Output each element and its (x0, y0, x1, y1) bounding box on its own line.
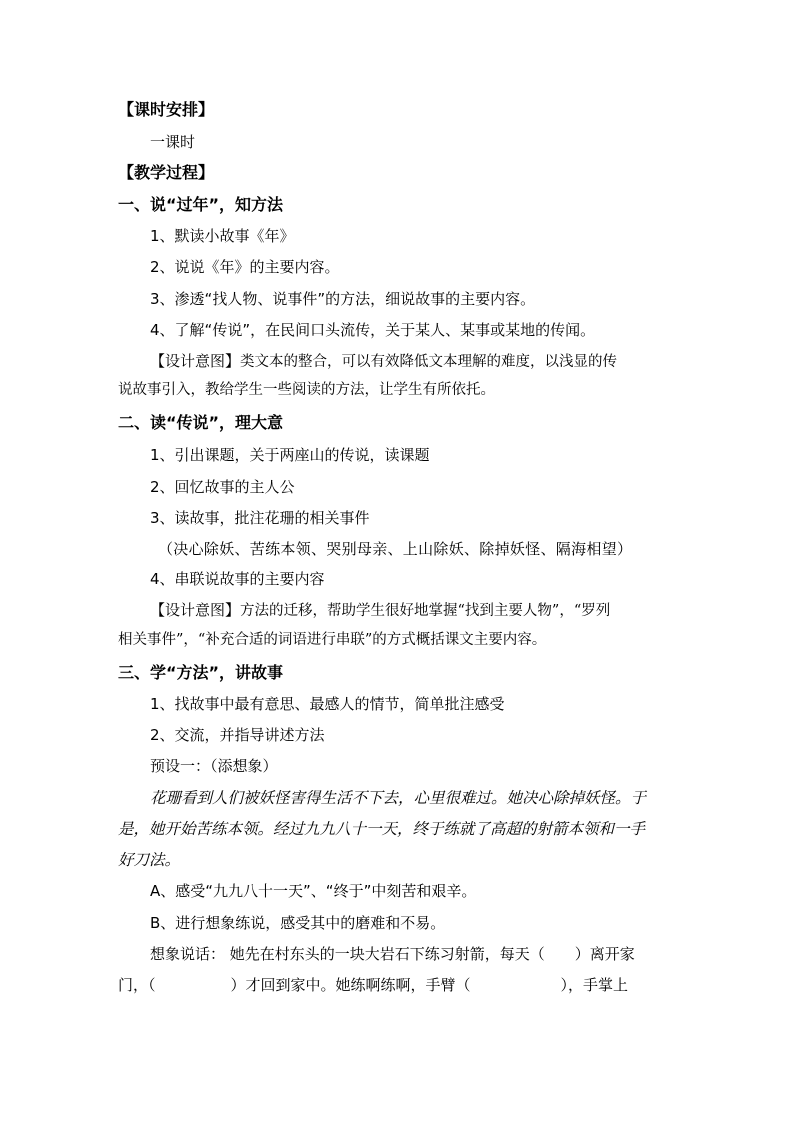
section2-item-4: 4、串联说故事的主要内容 (150, 570, 325, 588)
design-intent-text: 方法的迁移，帮助学生很好地掌握“找到主要人物”，“罗列 (240, 603, 611, 619)
section2-item-1: 1、引出课题，关于两座山的传说，读课题 (150, 446, 430, 464)
design-intent-tag: 【设计意图】 (150, 352, 241, 370)
imagine-speaking-line-2: 门，（ ）才回到家中。她练啊练啊，手臂（ ），手掌上 (118, 976, 629, 994)
section1-heading: 一、说“过年”，知方法 (118, 195, 284, 214)
section1-item-4: 4、了解“传说”，在民间口头流传，关于某人、某事或某地的传闻。 (150, 321, 596, 339)
section3-heading: 三、学“方法”，讲故事 (118, 663, 284, 682)
section3-item-2: 2、交流，并指导讲述方法 (150, 726, 325, 744)
section3-item-1: 1、找故事中最有意思、最感人的情节，简单批注感受 (150, 695, 505, 713)
section1-item-3: 3、渗透“找人物、说事件”的方法，细说故事的主要内容。 (150, 290, 536, 308)
story-excerpt-line-3: 好刀法。 (118, 851, 181, 869)
section2-item-3: 3、读故事，批注花珊的相关事件 (150, 509, 370, 527)
story-excerpt-line-2: 是，她开始苦练本领。经过九九八十一天，终于练就了高超的射箭本领和一手 (118, 820, 646, 838)
imagine-speaking-line-1: 想象说话： 她先在村东头的一块大岩石下练习射箭，每天（ ）离开家 (150, 945, 635, 963)
design-intent-tag: 【设计意图】 (150, 601, 241, 619)
section1-design-intent (150, 349, 617, 374)
section1-design-intent-cont: 说故事引入，教给学生一些阅读的方法，让学生有所依托。 (118, 382, 495, 398)
section2-event-list: （决心除妖、苦练本领、哭别母亲、上山除妖、除掉妖怪、隔海相望） (158, 540, 633, 558)
section1-item-2: 2、说说《年》的主要内容。 (150, 258, 340, 276)
point-b: B、进行想象练说，感受其中的磨难和不易。 (150, 914, 446, 932)
section2-design-intent-cont: 相关事件”，“补充合适的词语进行串联”的方式概括课文主要内容。 (118, 632, 547, 648)
point-a: A、感受“九九八十一天”、“终于”中刻苦和艰辛。 (150, 882, 477, 900)
section2-item-2: 2、回忆故事的主人公 (150, 478, 295, 496)
design-intent-text: 类文本的整合，可以有效降低文本理解的难度，以浅显的传 (240, 354, 618, 370)
story-excerpt-line-1: 花珊看到人们被妖怪害得生活不下去，心里很难过。她决心除掉妖怪。于 (150, 789, 647, 807)
section2-heading: 二、读“传说”，理大意 (118, 413, 284, 432)
preset-label: 预设一：（添想象） (150, 757, 278, 775)
schedule-heading: 【课时安排】 (118, 100, 215, 119)
section2-design-intent (150, 598, 610, 623)
section1-item-1: 1、默读小故事《年》 (150, 227, 295, 245)
process-heading: 【教学过程】 (118, 163, 215, 182)
schedule-value: 一课时 (150, 133, 196, 151)
